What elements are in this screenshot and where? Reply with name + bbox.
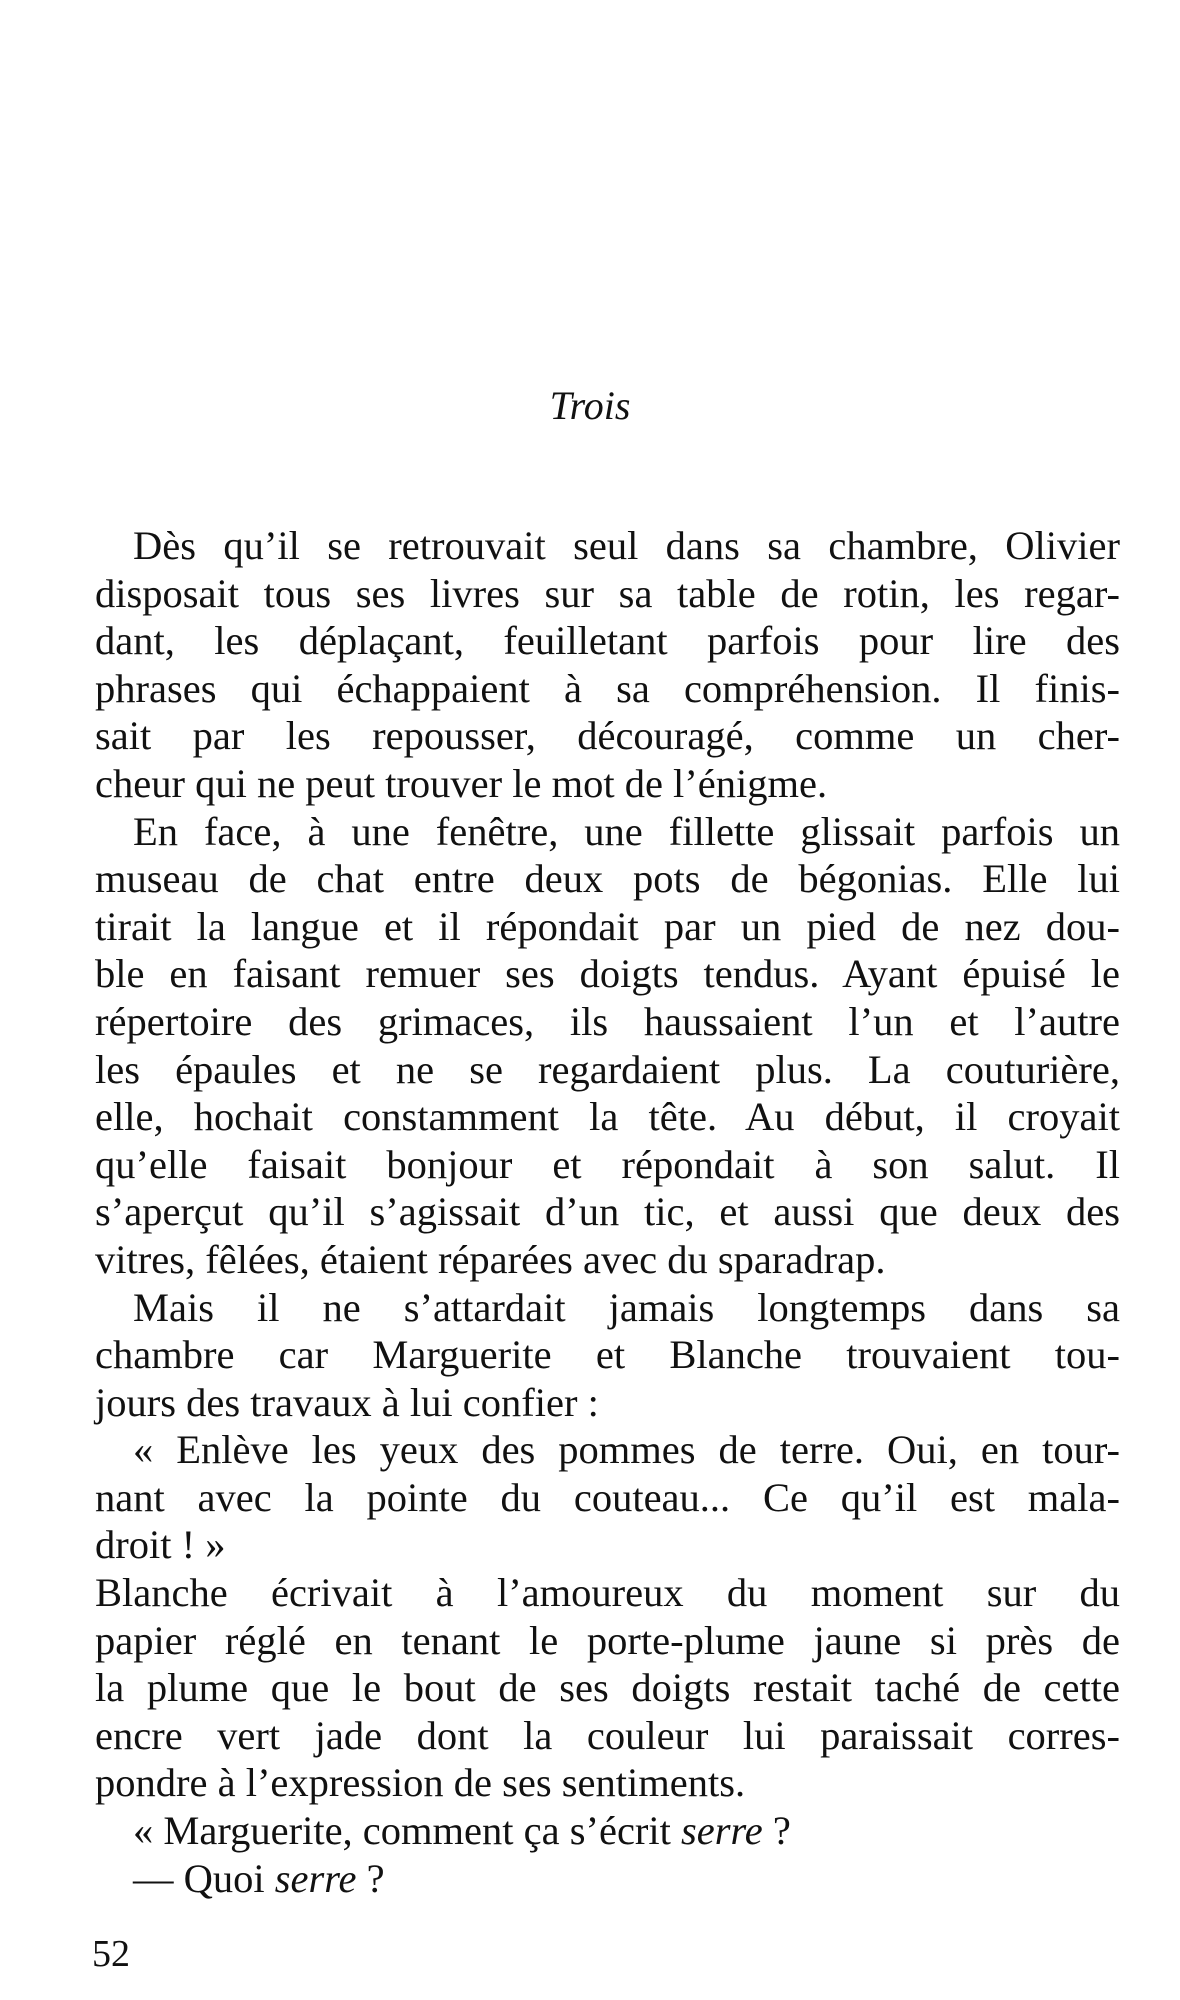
dialogue-text: « Marguerite, comment ça s’écrit — [133, 1808, 682, 1854]
page-number: 52 — [92, 1933, 130, 1975]
text-line: sait par les repousser, découragé, comme un cher- — [95, 713, 1120, 759]
dialogue-line — [95, 1807, 1120, 1855]
dialogue-text: — Quoi — [133, 1855, 275, 1901]
text-line: papier réglé en tenant le porte-plume jaune si près de — [95, 1617, 1120, 1663]
text-line: tirait la langue et il répondait par un pied de nez dou- — [95, 903, 1120, 949]
body-text — [95, 522, 1120, 1902]
dialogue-line — [95, 1855, 1120, 1903]
text-line: Dès qu’il se retrouvait seul dans sa chambre, Olivier — [133, 523, 1120, 568]
text-line: ble en faisant remuer ses doigts tendus. Ayant épuisé le — [95, 951, 1120, 997]
text-line: nant avec la pointe du couteau... Ce qu’il est mala- — [95, 1474, 1120, 1520]
text-line: « Enlève les yeux des pommes de terre. Oui, en tour- — [133, 1427, 1120, 1473]
text-line: Mais il ne s’attardait jamais longtemps dans sa — [133, 1284, 1120, 1330]
text-line: la plume que le bout de ses doigts restait taché de cette — [95, 1665, 1120, 1711]
text-line: s’aperçut qu’il s’agissait d’un tic, et aussi que deux des — [95, 1189, 1120, 1235]
text-line: disposait tous ses livres sur sa table de rotin, les regar- — [95, 570, 1120, 616]
text-line: droit ! » — [95, 1522, 226, 1568]
text-line: chambre car Marguerite et Blanche trouvaient tou- — [95, 1332, 1120, 1378]
text-line: phrases qui échappaient à sa compréhension. Il finis- — [95, 665, 1120, 711]
dialogue-text: ? — [762, 1808, 791, 1854]
text-line: pondre à l’expression de ses sentiments. — [95, 1760, 746, 1806]
text-line: qu’elle faisait bonjour et répondait à son salut. Il — [95, 1141, 1120, 1187]
chapter-title: Trois — [549, 383, 631, 428]
text-line: répertoire des grimaces, ils haussaient l’un et l’autre — [95, 998, 1120, 1044]
text-line: museau de chat entre deux pots de bégonias. Elle lui — [95, 856, 1120, 902]
text-line: En face, à une fenêtre, une fillette glissait parfois un — [133, 808, 1120, 854]
italic-word: serre — [681, 1808, 763, 1854]
text-line: les épaules et ne se regardaient plus. La couturière, — [95, 1046, 1120, 1092]
text-line: dant, les déplaçant, feuilletant parfois pour lire des — [95, 618, 1120, 664]
text-line: Blanche écrivait à l’amoureux du moment sur du — [95, 1570, 1120, 1616]
text-line: vitres, fêlées, étaient réparées avec du sparadrap. — [95, 1236, 886, 1282]
text-line: cheur qui ne peut trouver le mot de l’énigme. — [95, 760, 828, 806]
text-line: encre vert jade dont la couleur lui paraissait corres- — [95, 1712, 1120, 1758]
italic-word: serre — [274, 1855, 357, 1901]
text-line: elle, hochait constamment la tête. Au début, il croyait — [95, 1094, 1120, 1140]
dialogue-text: ? — [356, 1855, 385, 1901]
text-line: jours des travaux à lui confier : — [95, 1379, 599, 1425]
